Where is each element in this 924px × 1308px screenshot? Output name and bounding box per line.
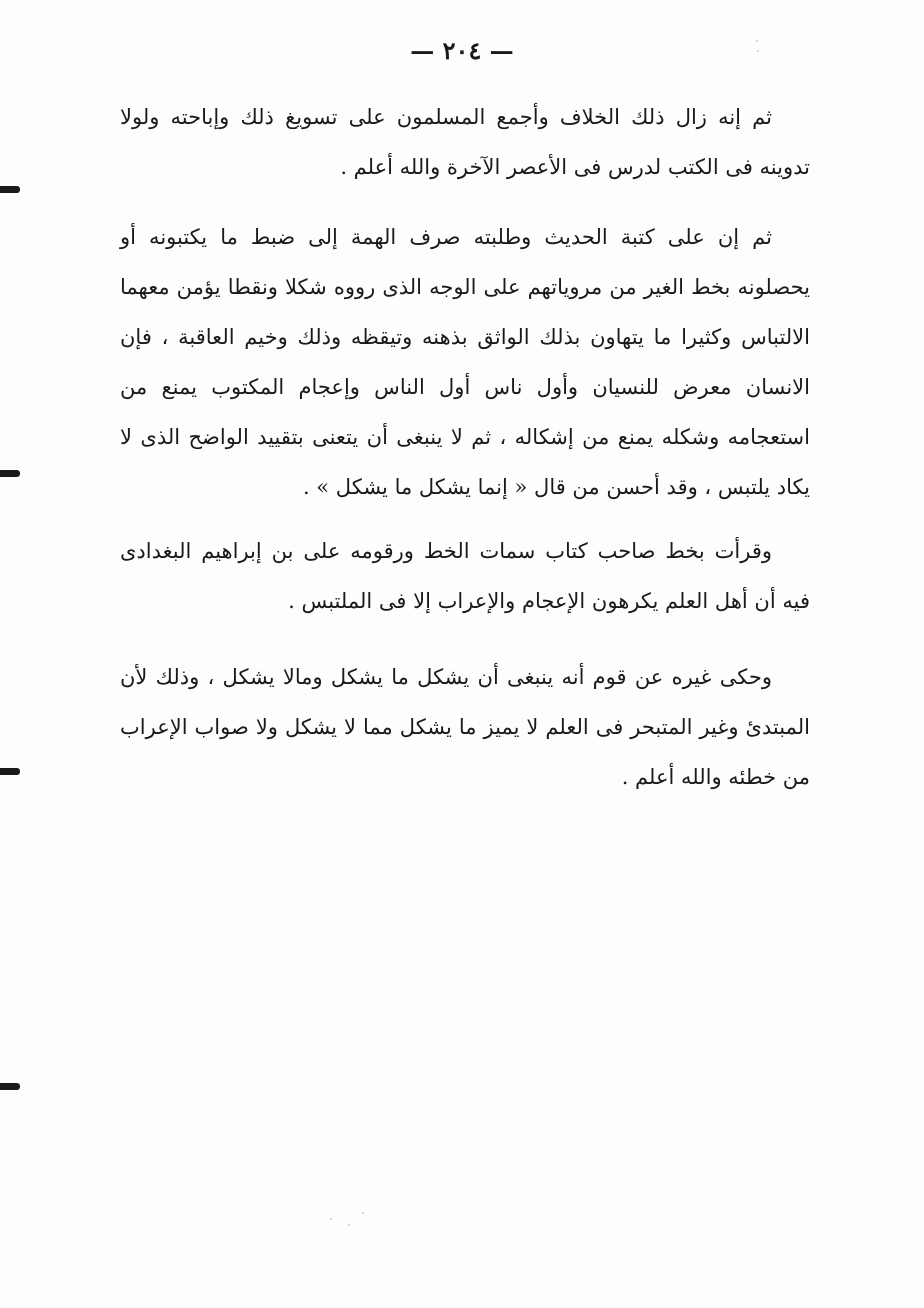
scan-speck — [330, 1218, 332, 1220]
paragraph-1-text: ثم إنه زال ذلك الخلاف وأجمع المسلمون على تسويغ ذلك وإباحته ولولا تدوينه فى الكتب لدرس فى الأعصر الآخرة والله أعلم . — [120, 105, 810, 179]
paragraph-1 — [120, 92, 810, 192]
scan-speck — [757, 50, 759, 52]
binding-mark — [0, 768, 20, 775]
paragraph-2 — [120, 212, 810, 512]
page-number: — ٢٠٤ — — [410, 36, 514, 65]
paragraph-3-text: وقرأت بخط صاحب كتاب سمات الخط ورقومه على بن إبراهيم البغدادى فيه أن أهل العلم يكرهون الإعجام والإعراب إلا فى الملتبس . — [120, 539, 810, 613]
scan-speck — [756, 40, 758, 42]
scan-speck — [362, 1212, 364, 1214]
binding-mark — [0, 470, 20, 477]
paragraph-2-text: ثم إن على كتبة الحديث وطلبته صرف الهمة إلى ضبط ما يكتبونه أو يحصلونه بخط الغير من مروياتهم على الوجه الذى رووه شكلا ونقطا يؤمن معهما الالتباس وكثيرا ما يتهاون بذلك الواثق بذهنه وتيقظه وذلك وخيم العاقبة ، فإن الانسان معرض للنسيان وأول ناس أول الناس وإعجام المكتوب يمنع من استعجامه وشكله يمنع من إشكاله ، ثم لا ينبغى أن يتعنى بتقييد الواضح الذى لا يكاد يلتبس ، وقد أحسن من قال « إنما يشكل ما يشكل » . — [120, 225, 810, 499]
paragraph-4 — [120, 652, 810, 802]
scan-speck — [348, 1224, 350, 1226]
binding-mark — [0, 1083, 20, 1090]
binding-mark — [0, 186, 20, 193]
paragraph-4-text: وحكى غيره عن قوم أنه ينبغى أن يشكل ما يشكل ومالا يشكل ، وذلك لأن المبتدئ وغير المتبحر فى العلم لا يميز ما يشكل مما لا يشكل ولا صواب الإعراب من خطئه والله أعلم . — [120, 665, 810, 789]
paragraph-3 — [120, 526, 810, 626]
